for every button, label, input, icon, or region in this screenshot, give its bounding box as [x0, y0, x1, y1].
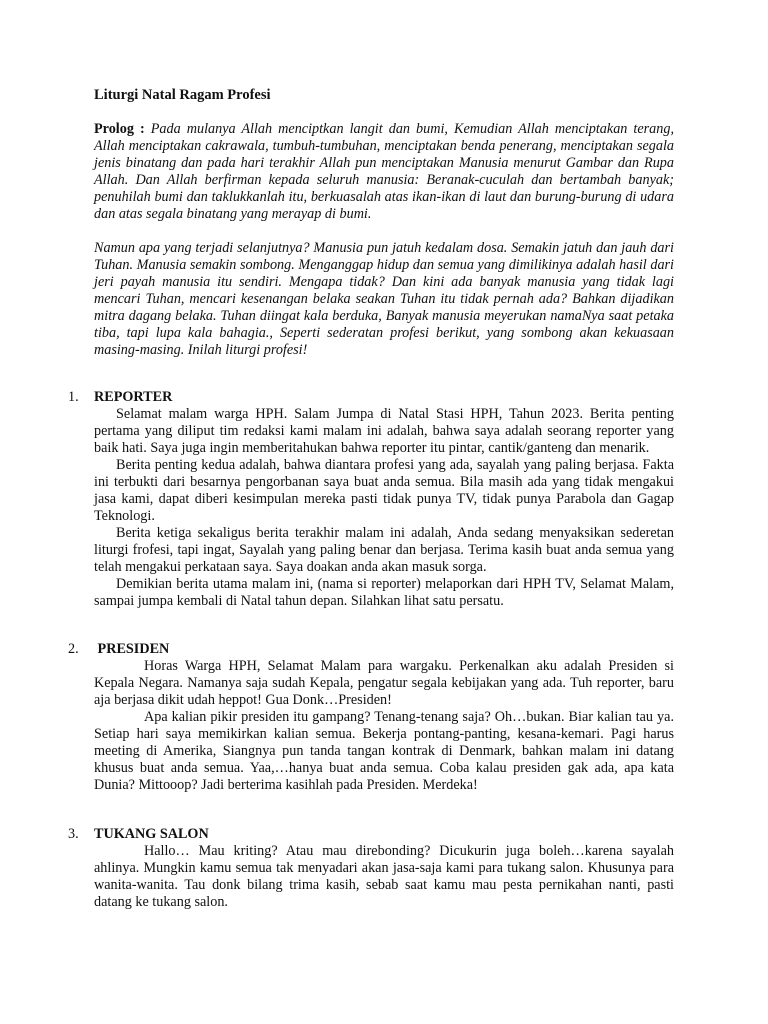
section-title: REPORTER [94, 389, 173, 405]
section-paragraph: Apa kalian pikir presiden itu gampang? Tenang-tenang saja? Oh…bukan. Biar kalian tau ya. Setiap hari saya memikirkan kalian semua. Bekerja pontang-panting, kesana-kemari. Pagi harus meeting di Amerika, Siangnya pun tanda tangan kontrak di Denmark, bahkan malam ini datang khusus buat anda semua. Yaa,…hanya buat anda semua. Coba kalau presiden gak ada, apa kata Dunia? Mittooop? Jadi berterima kasihlah pada Presiden. Merdeka! [94, 709, 674, 793]
prolog-text-1: Pada mulanya Allah menciptkan langit dan bumi, Kemudian Allah menciptakan terang, Allah menciptakan cakrawala, tumbuh-tumbuhan, menciptakan benda penerang, menciptakan segala jenis binatang dan pada hari terakhir Allah pun menciptakan Manusia menurut Gambar dan Rupa Allah. Dan Allah berfirman kepada seluruh manusia: Beranak-cuculah dan bertambah banyak; penuhilah bumi dan taklukkanlah itu, berkuasalah atas ikan-ikan di laut dan burung-burung di udara dan atas segala binatang yang merayap di bumi. [94, 121, 675, 222]
section-paragraph: Selamat malam warga HPH. Salam Jumpa di Natal Stasi HPH, Tahun 2023. Berita penting pertama yang diliput tim redaksi kami malam ini adalah, bahwa saya adalah seorang reporter yang baik hati. Saya juga ingin memberitahukan bahwa reporter itu pintar, cantik/ganteng dan menarik. [94, 406, 674, 456]
section-paragraph: Hallo… Mau kriting? Atau mau direbonding? Dicukurin juga boleh…karena sayalah ahlinya. Mungkin kamu semua tak menyadari akan jasa-saja kami para tukang salon. Khusunya para wanita-wanita. Tau donk bilang trima kasih, sebab saat kamu mau pesta pernikahan nanti, pasti datang ke tukang salon. [94, 843, 674, 910]
section-paragraph: Demikian berita utama malam ini, (nama si reporter) melaporkan dari HPH TV, Selamat Malam, sampai jumpa kembali di Natal tahun depan. Silahkan lihat satu persatu. [94, 576, 674, 609]
section-paragraph: Horas Warga HPH, Selamat Malam para wargaku. Perkenalkan aku adalah Presiden si Kepala Negara. Namanya saja sudah Kepala, pengatur segala kebijakan yang ada. Tuh reporter, baru aja berjasa dikit udah heppot! Gua Donk…Presiden! [94, 658, 674, 708]
section-heading [68, 826, 674, 843]
section-paragraph: Berita penting kedua adalah, bahwa diantara profesi yang ada, sayalah yang paling berjasa. Fakta ini terbukti dari besarnya pengorbanan saya buat anda semua. Bila masih ada yang tidak mengakui jasa kami, dapat diberi kesimpulan mereka pasti tidak punya TV, tidak punya Parabola dan Gagap Teknologi. [94, 457, 674, 524]
section-body [94, 843, 674, 911]
section-body [94, 406, 674, 610]
section-tukang-salon [68, 826, 674, 911]
section-number: 1. [68, 389, 79, 405]
prolog-paragraph-1 [94, 121, 674, 223]
section-number: 2. [68, 641, 79, 657]
section-paragraph: Berita ketiga sekaligus berita terakhir malam ini adalah, Anda sedang menyaksikan sederetan liturgi frofesi, tapi ingat, Sayalah yang paling benar dan berjasa. Terima kasih buat anda semua yang telah mengakui perkataan saya. Saya doakan anda akan masuk sorga. [94, 525, 674, 575]
section-heading [68, 641, 674, 658]
document-title: Liturgi Natal Ragam Profesi [94, 87, 271, 103]
section-title: TUKANG SALON [94, 826, 209, 842]
section-title: PRESIDEN [94, 641, 170, 657]
prolog [94, 121, 674, 359]
section-presiden [68, 641, 674, 794]
prolog-label: Prolog : [94, 121, 145, 137]
section-heading [68, 389, 674, 406]
section-number: 3. [68, 826, 79, 842]
prolog-paragraph-2: Namun apa yang terjadi selanjutnya? Manusia pun jatuh kedalam dosa. Semakin jatuh dan jauh dari Tuhan. Manusia semakin sombong. Menganggap hidup dan semua yang dimilikinya adalah hasil dari jeri payah manusia itu sendiri. Mengapa tidak? Dan kini ada banyak manusia yang tidak lagi mencari Tuhan, mencari kesenangan belaka seakan Tuhan itu tidak pernah ada? Bahkan dijadikan mitra dagang belaka. Tuhan diingat kala berduka, Banyak manusia meyerukan namaNya saat petaka tiba, tapi lupa kala bahagia., Seperti sederatan profesi berikut, yang sombong akan kekuasaan masing-masing. Inilah liturgi profesi! [94, 240, 674, 358]
section-reporter [68, 389, 674, 610]
section-body [94, 658, 674, 794]
